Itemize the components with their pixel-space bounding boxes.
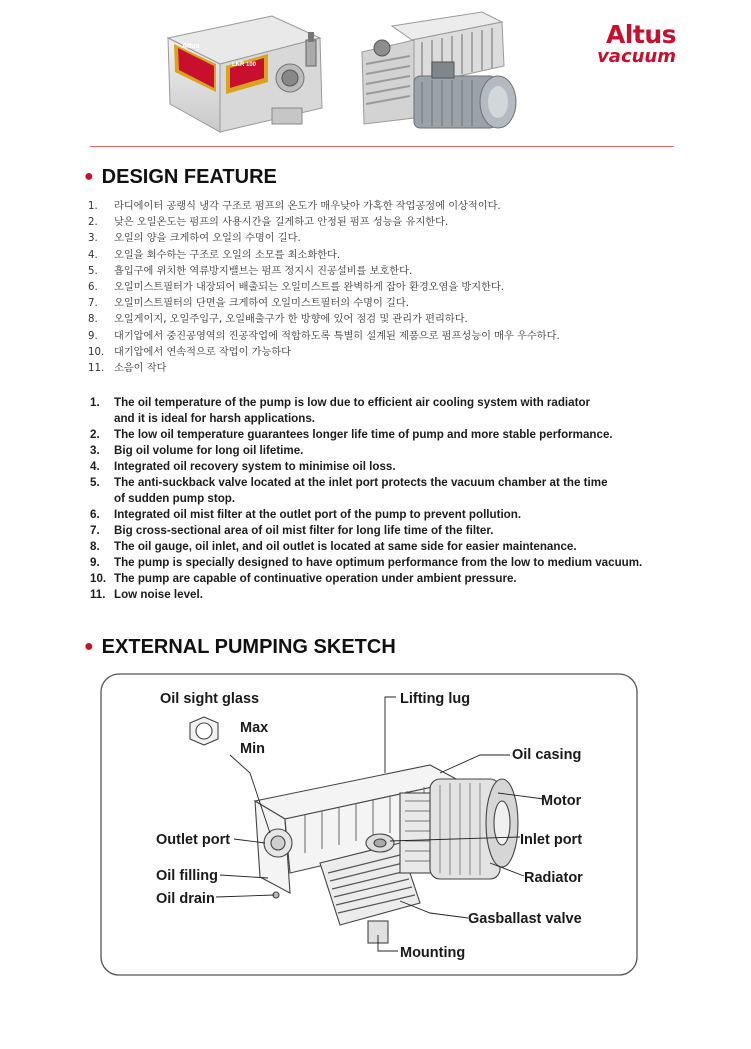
list-item — [90, 587, 642, 603]
label-oil-sight-glass: Oil sight glass — [160, 691, 260, 707]
item-number: 3. — [88, 233, 98, 245]
label-max: Max — [240, 720, 269, 736]
item-text: 대기압에서 연속적으로 작업이 가능하다 — [114, 346, 292, 358]
item-text: The oil temperature of the pump is low due to efficient air cooling system with radiator — [114, 396, 591, 409]
item-text: 흡입구에 위치한 역류방지밸브는 펌프 정지시 진공설비를 보호한다. — [114, 265, 413, 277]
item-number: 4. — [90, 460, 100, 473]
pump-sketch-diagram — [100, 673, 638, 976]
item-text: 오일을 회수하는 구조로 오일의 소모를 최소화한다. — [114, 249, 341, 261]
external-sketch-heading — [84, 636, 396, 659]
item-text: The anti-suckback valve located at the inlet port protects the vacuum chamber at the time — [114, 476, 608, 489]
item-number: 1. — [90, 396, 100, 409]
label-oil-filling: Oil filling — [156, 868, 219, 884]
list-item — [90, 571, 642, 587]
list-item — [90, 395, 642, 411]
item-number: 7. — [90, 524, 100, 537]
item-number: 10. — [88, 346, 105, 358]
list-item — [90, 507, 642, 523]
item-text: The pump are capable of continuative operation under ambient pressure. — [114, 572, 517, 585]
item-number: 6. — [88, 281, 98, 293]
external-sketch-title: EXTERNAL PUMPING SKETCH — [101, 636, 396, 658]
list-item — [88, 199, 560, 215]
item-number: 2. — [90, 428, 100, 441]
label-oil-casing: Oil casing — [512, 747, 582, 763]
item-text: 대기압에서 중진공영역의 진공작업에 적합하도록 특별히 설계된 제품으로 펌프성능이 매우 우수하다. — [114, 330, 560, 342]
korean-feature-list — [88, 199, 560, 377]
item-text: 오일게이지, 오일주입구, 오일배출구가 한 방향에 있어 점검 및 관리가 편리하다. — [114, 314, 468, 326]
label-gasballast-valve: Gasballast valve — [468, 911, 582, 927]
list-item — [90, 555, 642, 571]
bullet-icon: ● — [84, 168, 94, 185]
design-feature-heading — [84, 166, 277, 189]
item-number: 9. — [90, 556, 100, 569]
item-text: 소음이 작다 — [114, 362, 167, 374]
list-item — [90, 539, 642, 555]
item-text: Big oil volume for long oil lifetime. — [114, 444, 304, 457]
label-radiator: Radiator — [524, 870, 583, 886]
item-number: 3. — [90, 444, 100, 457]
item-number: 11. — [88, 362, 105, 374]
item-text: Integrated oil mist filter at the outlet port of the pump to prevent pollution. — [114, 508, 522, 521]
list-item — [88, 329, 560, 345]
list-item — [90, 523, 642, 539]
item-text: 라디에이터 공랭식 냉각 구조로 펌프의 온도가 매우낮아 가혹한 작업공정에 이상적이다. — [114, 201, 501, 212]
list-item — [88, 296, 560, 312]
item-text: The pump is specially designed to have optimum performance from the low to medium vacuum. — [114, 556, 643, 569]
item-number: 2. — [88, 217, 98, 229]
list-item-continuation: and it is ideal for harsh applications. — [114, 412, 315, 425]
item-text: 낮은 오일온도는 펌프의 사용시간을 길게하고 안정된 펌프 성능을 유지한다. — [114, 217, 449, 229]
pump-label-model: LKR 100 — [232, 62, 257, 68]
brand-logo — [566, 22, 676, 66]
label-mounting: Mounting — [400, 945, 466, 961]
item-text: 오일의 양을 크게하여 오일의 수명이 길다. — [114, 233, 301, 245]
list-item — [88, 215, 560, 231]
label-inlet-port: Inlet port — [520, 832, 583, 848]
item-text: The oil gauge, oil inlet, and oil outlet is located at same side for easier maintenance. — [114, 540, 577, 553]
list-item — [90, 443, 642, 459]
english-feature-list — [90, 395, 642, 603]
label-min: Min — [240, 741, 265, 757]
list-item — [88, 345, 560, 361]
list-item — [90, 475, 642, 491]
item-text: The low oil temperature guarantees longer life time of pump and more stable performance. — [114, 428, 613, 441]
pump-label-brand: Altus — [182, 43, 200, 50]
list-item — [90, 427, 642, 443]
brand-logo-line1: Altus — [605, 20, 676, 49]
item-number: 11. — [90, 588, 106, 601]
bullet-icon: ● — [84, 638, 94, 655]
list-item — [88, 264, 560, 280]
item-number: 1. — [88, 201, 98, 212]
item-text: Big cross-sectional area of oil mist filter for long life time of the filter. — [114, 524, 494, 537]
list-item — [88, 231, 560, 247]
label-oil-drain: Oil drain — [156, 891, 215, 907]
pump-photo-side — [352, 6, 534, 140]
item-number: 6. — [90, 508, 100, 521]
header-divider — [90, 146, 674, 147]
item-text: 오일미스트필터의 단면을 크게하여 오일미스트필터의 수명이 길다. — [114, 298, 409, 310]
list-item — [88, 312, 560, 328]
label-lifting-lug: Lifting lug — [400, 691, 471, 707]
list-item-continuation: of sudden pump stop. — [114, 492, 236, 505]
item-text: Integrated oil recovery system to minimise oil loss. — [114, 460, 396, 473]
item-number: 4. — [88, 249, 98, 261]
item-number: 8. — [88, 314, 98, 326]
item-text: Low noise level. — [114, 588, 203, 601]
pump-photo-front — [160, 8, 335, 140]
item-number: 9. — [88, 330, 98, 342]
design-feature-title: DESIGN FEATURE — [101, 166, 277, 188]
item-text: 오일미스트필터가 내장되어 배출되는 오일미스트를 완벽하게 잡아 환경오염을 방지한다. — [114, 281, 505, 293]
list-item — [90, 459, 642, 475]
item-number: 5. — [88, 265, 98, 277]
item-number: 10. — [90, 572, 107, 585]
label-motor: Motor — [541, 793, 582, 809]
brand-logo-line2: vacuum — [597, 46, 676, 67]
item-number: 8. — [90, 540, 100, 553]
list-item — [88, 280, 560, 296]
item-number: 5. — [90, 476, 100, 489]
label-outlet-port: Outlet port — [156, 832, 231, 848]
list-item — [88, 361, 560, 377]
item-number: 7. — [88, 298, 98, 310]
list-item — [88, 248, 560, 264]
